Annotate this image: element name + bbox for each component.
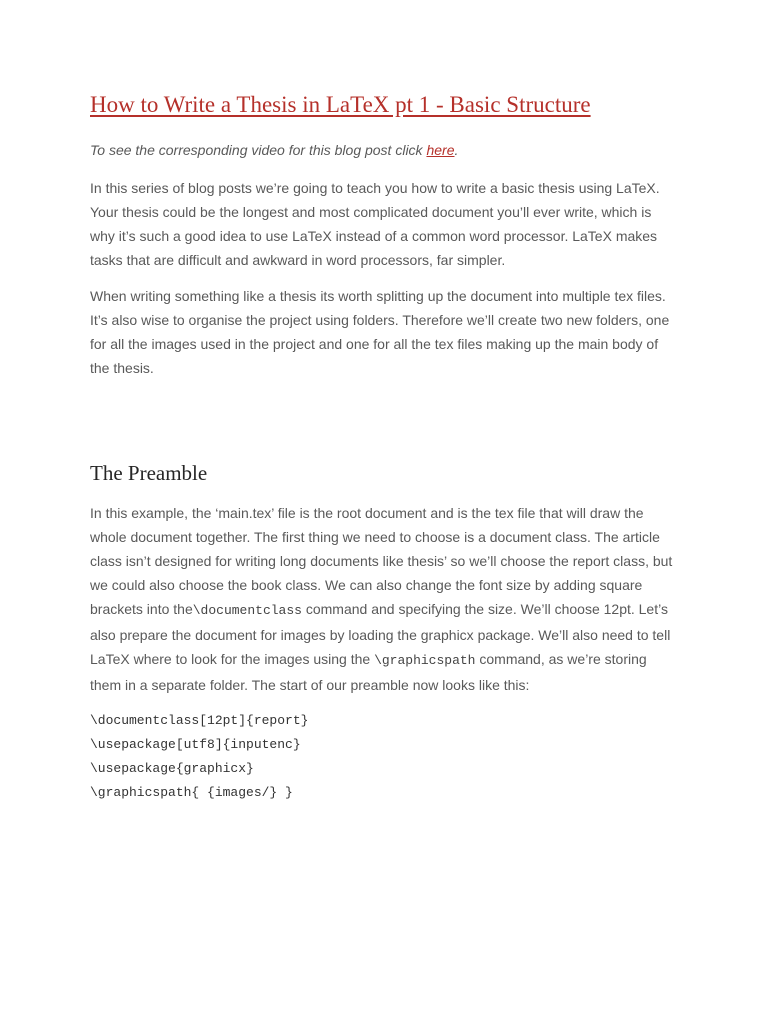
paragraph-folders: It’s also wise to organise the project using folders. Therefore we’ll create two new folders, one for all the images used in the project and one for all the tex files making up the main body of the thesis. <box>90 311 670 376</box>
code-line: \usepackage[utf8]{inputenc} <box>90 737 301 753</box>
video-intro <box>90 138 680 162</box>
inline-code-graphicspath: \graphicspath <box>374 653 476 669</box>
video-intro-text: To see the corresponding video for this blog post click <box>90 141 427 158</box>
preamble-text-3: command, as we’re storing them in a separate folder. The start of our preamble now looks like this: <box>90 651 647 694</box>
paragraph-splitting: When writing something like a thesis its worth splitting up the document into multiple tex files. <box>90 287 666 304</box>
preamble-text-2: command and specifying the size. We’ll choose 12pt. Let’s also prepare the document for images by loading the graphicx package. We’ll also need to tell LaTeX where to look for the images using the <box>90 601 671 668</box>
blog-post <box>90 90 680 805</box>
post-title[interactable]: How to Write a Thesis in LaTeX pt 1 - Basic Structure <box>90 92 591 117</box>
section-heading-preamble: The Preamble <box>90 460 208 485</box>
code-block-preamble <box>90 709 680 805</box>
paragraph-preamble <box>90 501 680 697</box>
paragraph-intro: In this series of blog posts we’re going to teach you how to write a basic thesis using LaTeX. Your thesis could be the longest and most complicated document you’ll ever write, which is why it’s such a good idea to use LaTeX instead of a common word processor. LaTeX makes tasks that are difficult and awkward in word processors, far simpler. <box>90 179 660 268</box>
code-line: \graphicspath{ {images/} } <box>90 785 293 801</box>
preamble-text-1: In this example, the ‘main.tex’ file is the root document and is the tex file that will draw the whole document together. The first thing we need to choose is a document class. The article class isn’t designed for writing long documents like thesis’ so we’ll choose the report class, but we could also choose the book class. We can also change the font size by adding square brackets into the <box>90 505 673 618</box>
inline-code-documentclass: \documentclass <box>192 603 302 619</box>
video-intro-suffix: . <box>454 141 459 158</box>
code-line: \usepackage{graphicx} <box>90 761 254 777</box>
video-link[interactable]: here <box>426 141 455 158</box>
code-line: \documentclass[12pt]{report} <box>90 713 309 729</box>
